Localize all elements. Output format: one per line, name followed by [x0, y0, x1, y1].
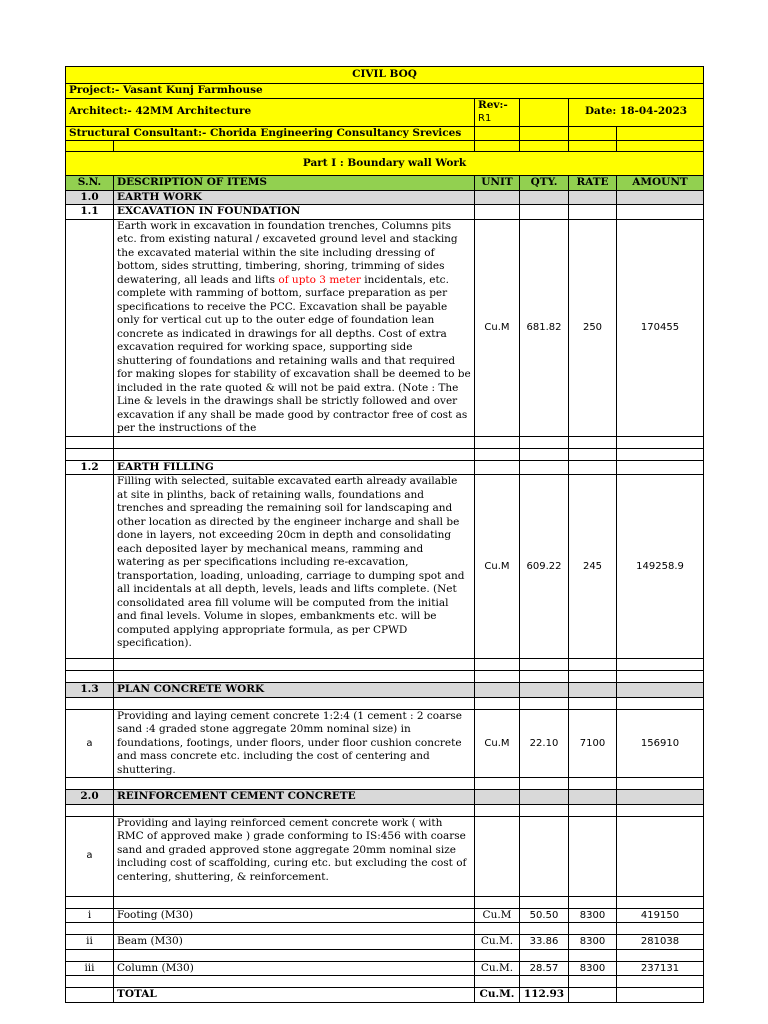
architect-name: Architect:- 42MM Architecture	[66, 98, 475, 126]
item-qty: 22.10	[520, 709, 569, 778]
item-qty: 28.57	[520, 961, 569, 976]
title-row	[66, 67, 704, 84]
item-description: Providing and laying reinforced cement concrete work ( with RMC of approved make ) grade conforming to IS:456 with coarse sand and graded approved stone aggregate 20mm nominal size including cost of scaffolding, curing etc. but excluding the cost of centering, shuttering, & reinforcement.	[114, 816, 475, 896]
item-rate: 8300	[569, 935, 617, 950]
part-title: Part I : Boundary wall Work	[66, 152, 704, 176]
section-row: 1.0 EARTH WORK	[66, 190, 704, 205]
item-description: Beam (M30)	[114, 935, 475, 950]
boq-title: CIVIL BOQ	[66, 67, 704, 84]
item-sn: a	[66, 709, 114, 778]
item-unit: Cu.M.	[475, 961, 520, 976]
item-qty: 609.22	[520, 475, 569, 659]
total-label: TOTAL	[114, 988, 475, 1003]
boq-table	[65, 66, 704, 1003]
section-title: PLAN CONCRETE WORK	[114, 683, 475, 698]
table-row	[66, 935, 704, 950]
item-rate: 245	[569, 475, 617, 659]
total-qty: 112.93	[520, 988, 569, 1003]
table-row	[66, 961, 704, 976]
item-sn: a	[66, 816, 114, 896]
item-amount: 237131	[617, 961, 704, 976]
col-sn: S.N.	[66, 176, 114, 191]
consultant-row	[66, 126, 704, 141]
section-row: 1.1 EXCAVATION IN FOUNDATION	[66, 205, 704, 220]
item-qty: 50.50	[520, 908, 569, 923]
table-row	[66, 709, 704, 778]
item-amount: 149258.9	[617, 475, 704, 659]
item-rate: 8300	[569, 908, 617, 923]
section-title: REINFORCEMENT CEMENT CONCRETE	[114, 790, 475, 805]
item-rate: 7100	[569, 709, 617, 778]
table-row	[66, 908, 704, 923]
col-rate: RATE	[569, 176, 617, 191]
project-name: Project:- Vasant Kunj Farmhouse	[66, 84, 704, 99]
spacer-row	[66, 141, 704, 152]
section-title: EARTH FILLING	[114, 460, 475, 475]
item-amount: 281038	[617, 935, 704, 950]
col-description: DESCRIPTION OF ITEMS	[114, 176, 475, 191]
item-amount: 419150	[617, 908, 704, 923]
revision: Rev:- R1	[475, 98, 520, 126]
total-row	[66, 988, 704, 1003]
item-description: Earth work in excavation in foundation trenches, Columns pits etc. from existing natural / excaveted ground level and stacking the excavated material within the site including dressing of bottom, sides strutting, timbering, shoring, trimming of sides dewatering, all leads and lifts of upto 3 meter incidentals, etc. complete with ramming of bottom, surface preparation as per specifications to receive the PCC. Excavation shall be payable only for vertical cut up to the outer edge of foundation lean concrete as indicated in drawings for all depths. Cost of extra excavation required for working space, supporting side shuttering of foundations and retaining walls and that required for making slopes for stability of excavation shall be deemed to be included in the rate quoted & will not be paid extra. (Note : The Line & levels in the drawings shall be strictly followed and over excavation if any shall be made good by contractor free of cost as per the instructions of the	[114, 219, 475, 436]
item-qty: 681.82	[520, 219, 569, 436]
item-rate: 8300	[569, 961, 617, 976]
item-qty: 33.86	[520, 935, 569, 950]
blank-cell	[520, 98, 569, 126]
column-header-row	[66, 176, 704, 191]
item-description: Providing and laying cement concrete 1:2:4 (1 cement : 2 coarse sand :4 graded stone aggregate 20mm nominal size) in foundations, footings, under floors, under floor cushion concrete and mass concrete etc. including the cost of centering and shuttering.	[114, 709, 475, 778]
item-amount: 156910	[617, 709, 704, 778]
section-row: 2.0 REINFORCEMENT CEMENT CONCRETE	[66, 790, 704, 805]
item-amount: 170455	[617, 219, 704, 436]
section-row: 1.3 PLAN CONCRETE WORK	[66, 683, 704, 698]
consultant-name: Structural Consultant:- Chorida Engineering Consultancy Srevices	[66, 126, 475, 141]
project-row	[66, 84, 704, 99]
item-unit: Cu.M	[475, 475, 520, 659]
item-unit: Cu.M	[475, 219, 520, 436]
item-unit: Cu.M	[475, 908, 520, 923]
item-sn: i	[66, 908, 114, 923]
item-rate: 250	[569, 219, 617, 436]
col-amount: AMOUNT	[617, 176, 704, 191]
item-unit: Cu.M.	[475, 935, 520, 950]
section-title: EARTH WORK	[114, 190, 475, 205]
date: Date: 18-04-2023	[569, 98, 704, 126]
item-sn: ii	[66, 935, 114, 950]
table-row	[66, 816, 704, 896]
architect-row	[66, 98, 704, 126]
table-row	[66, 219, 704, 436]
item-description: Footing (M30)	[114, 908, 475, 923]
section-title: EXCAVATION IN FOUNDATION	[114, 205, 475, 220]
item-sn: iii	[66, 961, 114, 976]
col-unit: UNIT	[475, 176, 520, 191]
part-row	[66, 152, 704, 176]
table-row	[66, 475, 704, 659]
item-unit: Cu.M	[475, 709, 520, 778]
col-qty: QTY.	[520, 176, 569, 191]
total-unit: Cu.M.	[475, 988, 520, 1003]
item-description: Filling with selected, suitable excavated earth already available at site in plinths, back of retaining walls, foundations and trenches and spreading the remaining soil for landscaping and other location as directed by the engineer incharge and shall be done in layers, not exceeding 20cm in depth and consolidating each deposited layer by mechanical means, ramming and watering as per specifications including re-excavation, transportation, loading, unloading, carriage to dumping spot and all incidentals at all depth, levels, leads and lifts complete. (Net consolidated area fill volume will be computed from the initial and final levels. Volume in slopes, embankments etc. will be computed applying appropriate formula, as per CPWD specification).	[114, 475, 475, 659]
section-row: 1.2 EARTH FILLING	[66, 460, 704, 475]
item-description: Column (M30)	[114, 961, 475, 976]
